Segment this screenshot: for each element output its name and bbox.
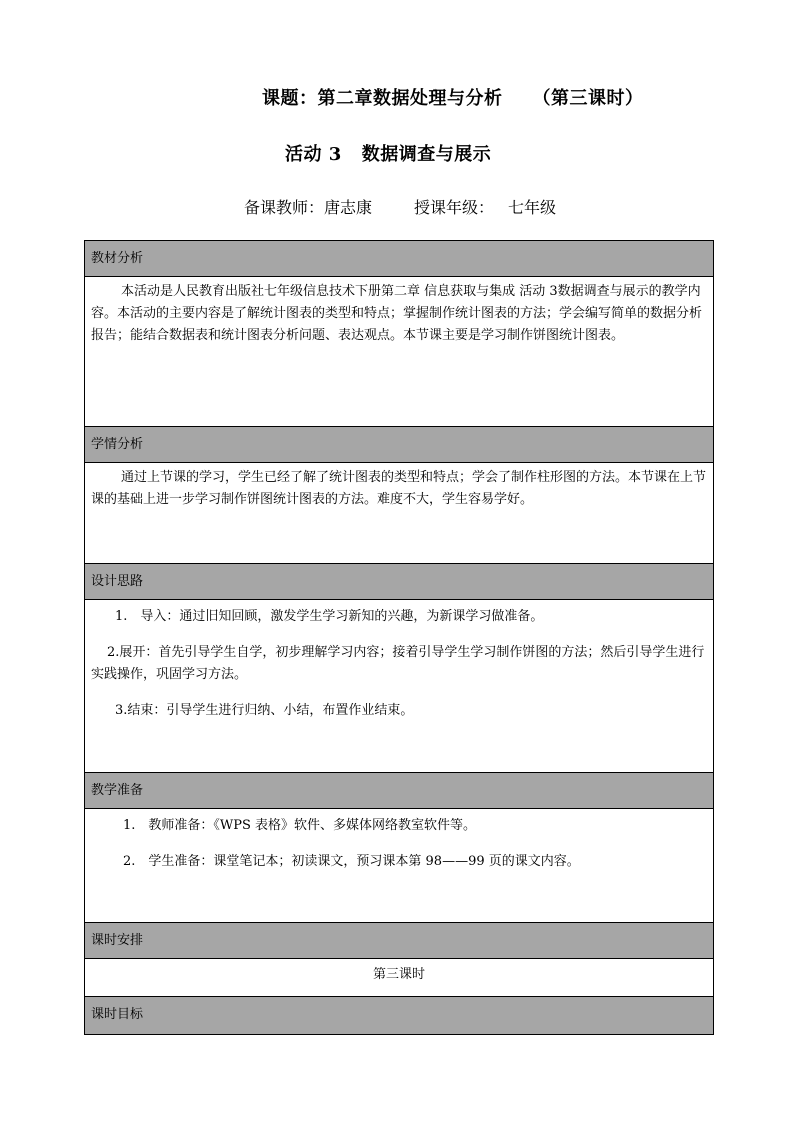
section-body-preparation [85, 809, 713, 923]
lesson-plan-table [84, 240, 714, 1035]
schedule-value: 第三课时 [372, 967, 425, 982]
design-item-3: 3.结束：引导学生进行归纳、小结，布置作业结束。 [115, 703, 414, 718]
grade-value: 七年级 [508, 198, 557, 217]
activity-title [285, 140, 491, 166]
preparation-item-1: 1. 教师准备：《WPS 表格》软件、多媒体网络教室软件等。 [123, 818, 477, 833]
section-header-objectives: 课时目标 [85, 997, 713, 1034]
activity-number: 活动 3 [285, 144, 342, 165]
section-header-students: 学情分析 [85, 427, 713, 463]
textbook-analysis-text: 本活动是人民教育出版社七年级信息技术下册第二章 信息获取与集成 活动 3数据调查与展示的教学内容。本活动的主要内容是了解统计图表的类型和特点；掌握制作统计图表的方法；学会编写简单的数据分析报告；能结合数据表和统计图表分析问题、表达观点。本节课主要是学习制作饼图统计图表。 [91, 284, 703, 343]
section-body-students [85, 463, 713, 564]
section-body-design [85, 600, 713, 773]
section-body-schedule [85, 959, 713, 997]
student-analysis-text: 通过上节课的学习，学生已经了解了统计图表的类型和特点；学会了制作柱形图的方法。本节课在上节课的基础上进一步学习制作饼图统计图表的方法。难度不大，学生容易学好。 [91, 470, 707, 507]
lesson-meta [244, 195, 556, 218]
section-header-preparation: 教学准备 [85, 773, 713, 809]
title-main: 课题：第二章数据处理与分析 [262, 88, 503, 109]
section-header-schedule: 课时安排 [85, 923, 713, 959]
activity-name: 数据调查与展示 [361, 144, 492, 165]
title-suffix: （第三课时） [532, 88, 644, 109]
design-item-1: 1. 导入：通过旧知回顾，激发学生学习新知的兴趣，为新课学习做准备。 [115, 609, 544, 624]
preparation-item-2: 2. 学生准备：课堂笔记本；初读课文，预习课本第 98——99 页的课文内容。 [123, 854, 580, 869]
teacher-label: 备课教师：唐志康 [244, 198, 373, 217]
section-body-textbook [85, 277, 713, 427]
section-header-design: 设计思路 [85, 564, 713, 600]
grade-label: 授课年级： [414, 198, 495, 217]
document-title [262, 84, 644, 110]
section-header-textbook: 教材分析 [85, 241, 713, 277]
design-item-2: 2.展开：首先引导学生自学，初步理解学习内容；接着引导学生学习制作饼图的方法；然后引导学生进行实践操作，巩固学习方法。 [91, 645, 705, 682]
